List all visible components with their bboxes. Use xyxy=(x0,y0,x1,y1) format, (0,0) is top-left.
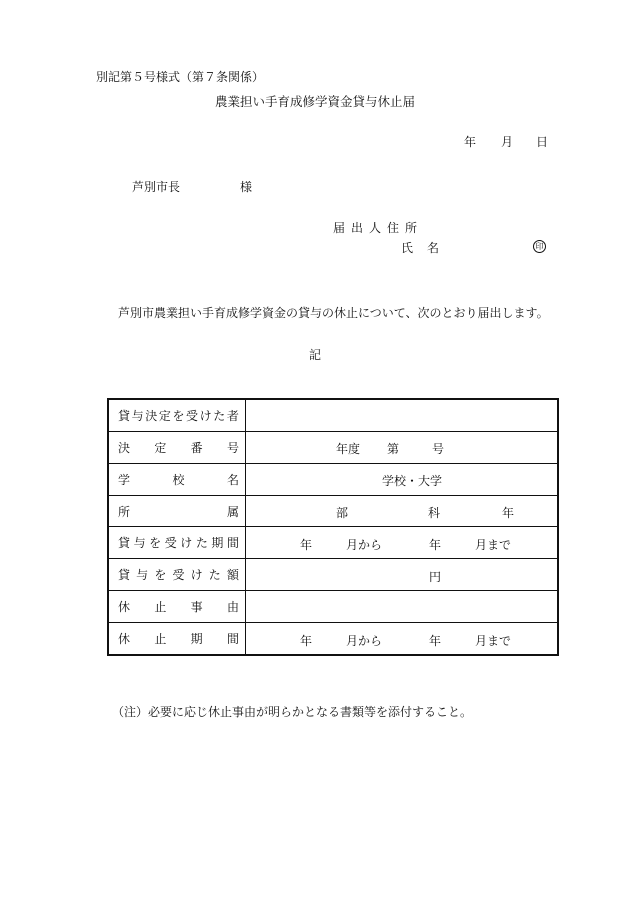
table-row xyxy=(108,495,558,527)
label-char: 番 xyxy=(190,440,203,455)
label-char: 受 xyxy=(172,568,185,583)
label-char: 定 xyxy=(158,408,171,423)
suspension-end-month: 月まで xyxy=(475,633,512,648)
label-char: 与 xyxy=(136,568,149,583)
table-row xyxy=(108,559,558,591)
row-label-suspension-period xyxy=(108,623,246,655)
body-text: 芦別市農業担い手育成修学資金の貸与の休止について、次のとおり届出します。 xyxy=(118,306,549,320)
label-char: 所 xyxy=(118,504,131,519)
suspension-start-year: 年 xyxy=(300,633,313,648)
suspension-start-month: 月から xyxy=(346,633,383,648)
label-char: 貸 xyxy=(118,536,131,551)
table-row xyxy=(108,463,558,495)
label-char: 決 xyxy=(118,440,131,455)
footnote: （注）必要に応じ休止事由が明らかとなる書類等を添付すること。 xyxy=(112,705,473,719)
date-day: 日 xyxy=(536,135,549,149)
addressee-name: 芦別市長 xyxy=(132,180,181,194)
document-title: 農業担い手育成修学資金貸与休止届 xyxy=(214,94,415,109)
school-type-label: 学校・大学 xyxy=(382,474,443,489)
row-value-loan-period[interactable] xyxy=(246,527,559,559)
label-char: 受 xyxy=(186,408,199,423)
grade-label: 年 xyxy=(502,506,515,521)
seal-mark: 印 xyxy=(533,240,546,253)
row-value-affiliation[interactable] xyxy=(246,495,559,527)
applicant-name-label: 氏名 xyxy=(401,241,454,255)
form-table xyxy=(107,398,559,656)
addressee xyxy=(132,180,253,194)
label-char: 期 xyxy=(211,536,224,551)
table-row xyxy=(108,591,558,623)
period-start-year: 年 xyxy=(300,537,313,552)
table-row xyxy=(108,431,558,463)
row-value-suspension-reason[interactable] xyxy=(246,591,559,623)
row-label-affiliation xyxy=(108,495,246,527)
label-char: 額 xyxy=(226,568,239,583)
label-char: た xyxy=(208,568,221,583)
period-start-month: 月から xyxy=(346,537,383,552)
label-char: を xyxy=(149,536,162,551)
row-value-decision-number[interactable] xyxy=(246,431,559,463)
table-row xyxy=(108,623,558,655)
label-char: 貸 xyxy=(118,568,131,583)
label-char: 与 xyxy=(133,536,146,551)
label-char: 属 xyxy=(226,504,239,519)
addressee-honorific: 様 xyxy=(240,180,253,194)
label-char: た xyxy=(213,408,226,423)
label-char: 号 xyxy=(226,440,239,455)
fiscal-year-label: 年度 xyxy=(336,442,361,457)
label-char: 名 xyxy=(226,472,239,487)
label-char: た xyxy=(195,536,208,551)
label-char: 貸 xyxy=(118,408,131,423)
row-label-recipient xyxy=(108,399,246,431)
label-char: を xyxy=(172,408,185,423)
label-char: 者 xyxy=(226,408,239,423)
suspension-end-year: 年 xyxy=(429,633,442,648)
row-label-loan-amount xyxy=(108,559,246,591)
label-char: 由 xyxy=(226,600,239,615)
row-value-loan-amount[interactable] xyxy=(246,559,559,591)
label-char: 受 xyxy=(164,536,177,551)
row-label-school-name xyxy=(108,463,246,495)
label-char: 校 xyxy=(172,472,185,487)
row-value-school-name[interactable] xyxy=(246,463,559,495)
number-prefix-label: 第 xyxy=(387,442,400,457)
label-char: 定 xyxy=(154,440,167,455)
department-label: 部 xyxy=(336,506,349,521)
label-char: を xyxy=(154,568,167,583)
date-month: 月 xyxy=(501,135,514,149)
date-year: 年 xyxy=(464,135,477,149)
yen-label: 円 xyxy=(429,569,442,584)
period-end-month: 月まで xyxy=(475,537,512,552)
label-char: 止 xyxy=(154,600,167,615)
number-suffix-label: 号 xyxy=(432,442,445,457)
label-char: 間 xyxy=(226,536,239,551)
row-label-suspension-reason xyxy=(108,591,246,623)
label-char: 事 xyxy=(190,600,203,615)
row-label-loan-period xyxy=(108,527,246,559)
label-char: 休 xyxy=(118,600,131,615)
applicant-address-label: 届出人住所 xyxy=(333,221,424,235)
label-char: け xyxy=(190,568,203,583)
form-number-label: 別記第５号様式（第７条関係） xyxy=(96,70,265,84)
label-char: 間 xyxy=(226,632,239,647)
label-char: 学 xyxy=(118,472,131,487)
table-row xyxy=(108,399,558,431)
period-end-year: 年 xyxy=(429,537,442,552)
label-char: 休 xyxy=(118,632,131,647)
row-label-decision-number xyxy=(108,431,246,463)
label-char: 止 xyxy=(154,632,167,647)
ki-heading: 記 xyxy=(308,348,321,362)
label-char: 決 xyxy=(145,408,158,423)
label-char: 期 xyxy=(190,632,203,647)
label-char: け xyxy=(199,408,212,423)
row-value-suspension-period[interactable] xyxy=(246,623,559,655)
table-row xyxy=(108,527,558,559)
row-value-recipient[interactable] xyxy=(246,399,559,431)
label-char: 与 xyxy=(131,408,144,423)
faculty-label: 科 xyxy=(428,506,441,521)
label-char: け xyxy=(180,536,193,551)
